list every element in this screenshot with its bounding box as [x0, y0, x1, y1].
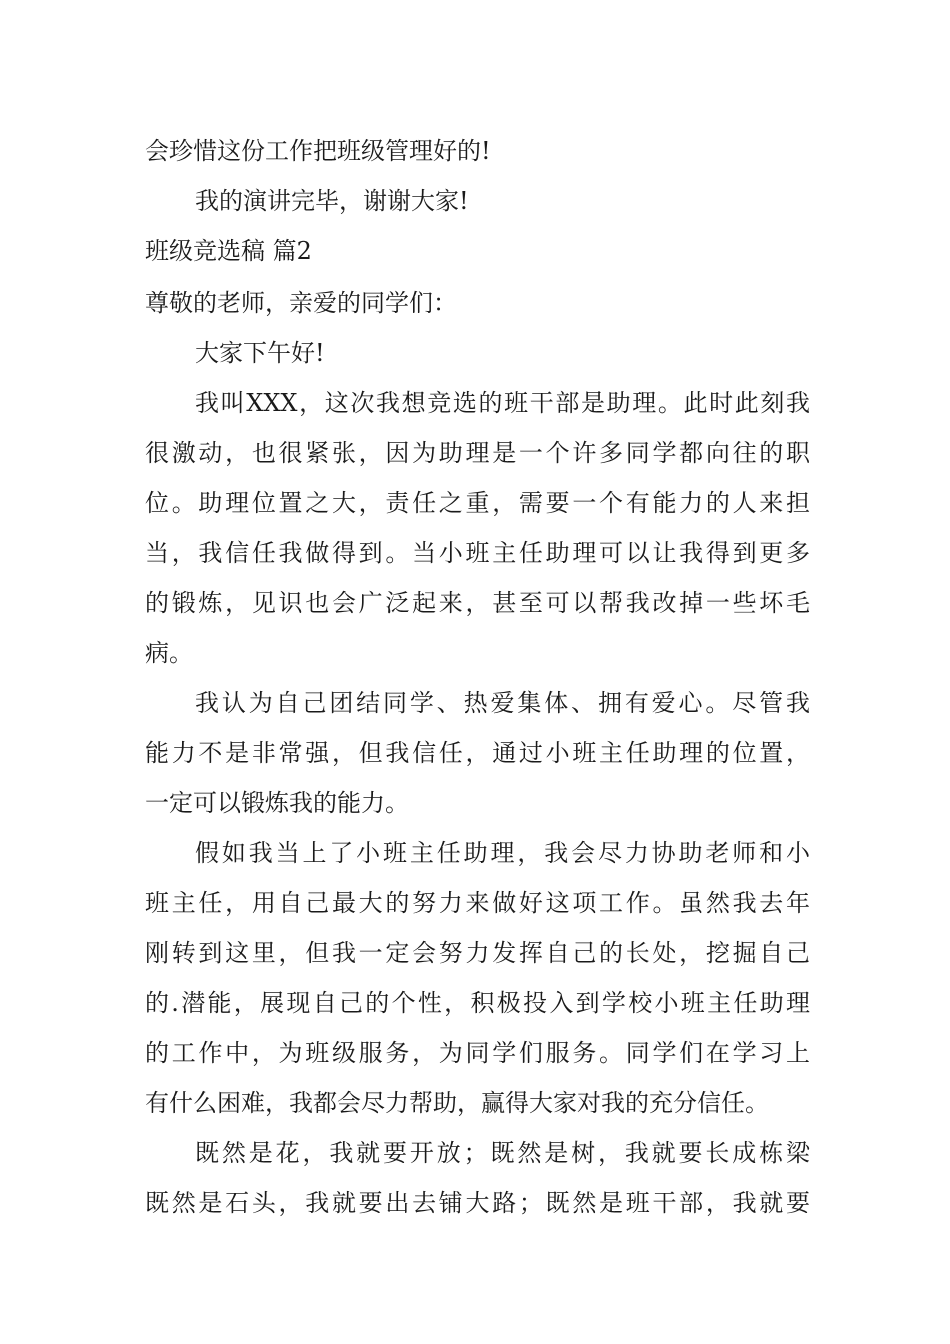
paragraph-line: 的工作中，为班级服务，为同学们服务。同学们在学习上	[145, 1039, 810, 1067]
paragraph-line: 一定可以锻炼我的能力。	[145, 789, 409, 817]
paragraph-line: 有什么困难，我都会尽力帮助，赢得大家对我的充分信任。	[145, 1089, 769, 1117]
body-line: 会珍惜这份工作把班级管理好的!	[145, 137, 491, 165]
paragraph-line: 既然是花，我就要开放；既然是树，我就要长成栋梁	[195, 1139, 810, 1167]
paragraph-line: 假如我当上了小班主任助理，我会尽力协助老师和小	[195, 839, 810, 867]
paragraph-line: 能力不是非常强，但我信任，通过小班主任助理的位置，	[145, 739, 810, 767]
salutation: 尊敬的老师，亲爱的同学们：	[145, 289, 457, 317]
section-heading: 班级竞选稿 篇2	[145, 237, 312, 265]
paragraph-line: 位。助理位置之大，责任之重，需要一个有能力的人来担	[145, 489, 810, 517]
paragraph-line: 很激动，也很紧张，因为助理是一个许多同学都向往的职	[145, 439, 810, 467]
paragraph-line: 班主任，用自己最大的努力来做好这项工作。虽然我去年	[145, 889, 810, 917]
paragraph-line: 我叫XXX，这次我想竞选的班干部是助理。此时此刻我	[195, 389, 810, 417]
greeting: 大家下午好!	[195, 339, 325, 367]
body-line: 我的演讲完毕，谢谢大家!	[195, 187, 469, 215]
paragraph-line: 的.潜能，展现自己的个性，积极投入到学校小班主任助理	[145, 989, 810, 1017]
paragraph-line: 既然是石头，我就要出去铺大路；既然是班干部，我就要	[145, 1189, 810, 1217]
paragraph-line: 病。	[145, 639, 193, 667]
paragraph-line: 我认为自己团结同学、热爱集体、拥有爱心。尽管我	[195, 689, 810, 717]
document-body	[145, 126, 810, 1228]
paragraph-line: 刚转到这里，但我一定会努力发挥自己的长处，挖掘自己	[145, 939, 810, 967]
paragraph-line: 当，我信任我做得到。当小班主任助理可以让我得到更多	[145, 539, 810, 567]
paragraph-line: 的锻炼，见识也会广泛起来，甚至可以帮我改掉一些坏毛	[145, 589, 810, 617]
